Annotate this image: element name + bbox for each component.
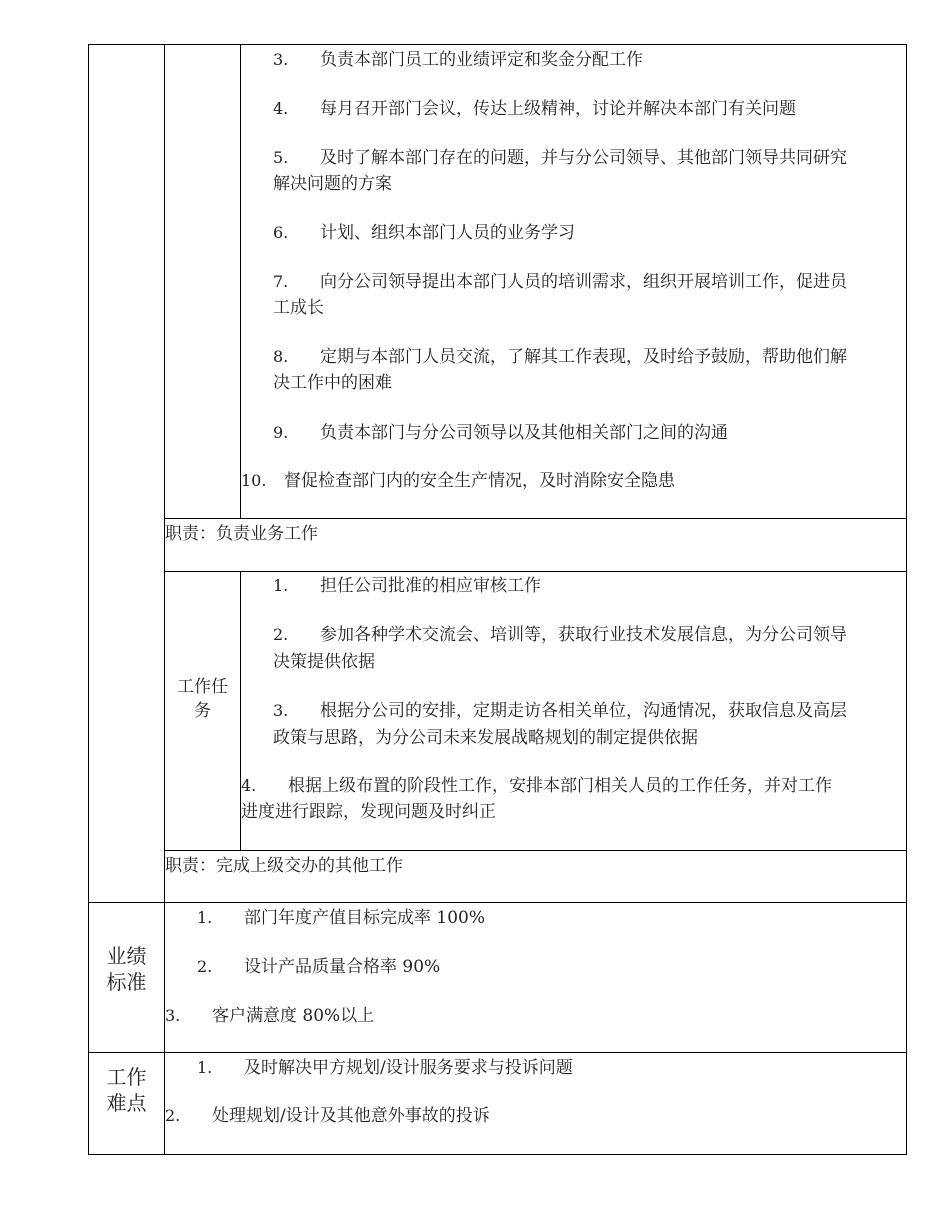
list-item-text-continued: 决策提供依据 [273, 652, 375, 672]
list-item-text: 部门年度产值目标完成率 100% [244, 908, 486, 928]
list-item-text: 参加各种学术交流会、培训等，获取行业技术发展信息，为分公司领导 [320, 625, 847, 645]
duty-business-text: 职责：负责业务工作 [165, 524, 318, 544]
list-item-text: 每月召开部门会议，传达上级精神，讨论并解决本部门有关问题 [320, 99, 796, 119]
list-item-text: 向分公司领导提出本部门人员的培训需求，组织开展培训工作，促进员 [320, 272, 847, 292]
list-item-number: 10. [241, 471, 267, 490]
list-item-number: 9. [273, 423, 289, 442]
list-item-text-continued: 政策与思路，为分公司未来发展战略规划的制定提供依据 [273, 728, 698, 748]
difficulty-label-line: 工作 [106, 1065, 147, 1089]
duty-other-text: 职责：完成上级交办的其他工作 [165, 856, 403, 876]
difficulty-label-line: 难点 [106, 1091, 147, 1115]
performance-standard-label [89, 943, 164, 995]
list-item-text: 担任公司批准的相应审核工作 [320, 576, 541, 596]
list-item-text: 设计产品质量合格率 90% [244, 957, 441, 977]
responsibility-table [88, 44, 907, 1155]
list-item-number: 6. [273, 223, 289, 242]
list-item-text-continued: 决工作中的困难 [273, 373, 392, 393]
list-item-number: 2. [273, 625, 289, 644]
list-item-text: 根据上级布置的阶段性工作，安排本部门相关人员的工作任务，并对工作 [288, 776, 832, 796]
list-item-text: 及时解决甲方规划/设计服务要求与投诉问题 [244, 1058, 573, 1078]
list-item-number: 1. [273, 576, 289, 595]
work-difficulty-label [89, 1064, 164, 1116]
list-item-number: 1. [197, 1058, 213, 1077]
list-item-number: 3. [273, 50, 289, 69]
performance-label-line: 标准 [106, 970, 147, 994]
list-item-text: 督促检查部门内的安全生产情况，及时消除安全隐患 [284, 471, 675, 491]
list-item-number: 3. [165, 1006, 181, 1025]
list-item-number: 5. [273, 148, 289, 167]
table-row-divider [88, 1052, 907, 1053]
list-item-text-continued: 解决问题的方案 [273, 174, 392, 194]
list-item-text-continued: 进度进行跟踪，发现问题及时纠正 [241, 802, 496, 822]
work-task-label-line: 工作任 [177, 677, 228, 697]
work-task-label-line: 务 [194, 701, 211, 721]
performance-label-line: 业绩 [106, 944, 147, 968]
table-row-divider [164, 518, 907, 519]
list-item-text: 客户满意度 80%以上 [212, 1006, 375, 1026]
table-col-divider-1 [164, 44, 165, 1155]
list-item-text: 负责本部门与分公司领导以及其他相关部门之间的沟通 [320, 423, 728, 443]
list-item-text: 根据分公司的安排，定期走访各相关单位，沟通情况，获取信息及高层 [320, 701, 847, 721]
work-task-label [165, 675, 240, 723]
list-item-text: 定期与本部门人员交流，了解其工作表现，及时给予鼓励，帮助他们解 [320, 347, 847, 367]
list-item-text: 处理规划/设计及其他意外事故的投诉 [212, 1106, 490, 1126]
list-item-text: 负责本部门员工的业绩评定和奖金分配工作 [320, 50, 643, 70]
table-row-divider [164, 571, 907, 572]
list-item-number: 3. [273, 701, 289, 720]
list-item-number: 8. [273, 347, 289, 366]
list-item-number: 1. [197, 908, 213, 927]
list-item-number: 2. [165, 1106, 181, 1125]
table-row-divider [88, 902, 907, 903]
list-item-text: 计划、组织本部门人员的业务学习 [320, 223, 575, 243]
table-col-divider-2 [240, 44, 241, 519]
list-item-number: 7. [273, 272, 289, 291]
list-item-text-continued: 工成长 [273, 298, 324, 318]
list-item-number: 2. [197, 957, 213, 976]
list-item-number: 4. [241, 776, 257, 795]
table-row-divider [164, 850, 907, 851]
list-item-text: 及时了解本部门存在的问题，并与分公司领导、其他部门领导共同研究 [320, 148, 847, 168]
list-item-number: 4. [273, 99, 289, 118]
